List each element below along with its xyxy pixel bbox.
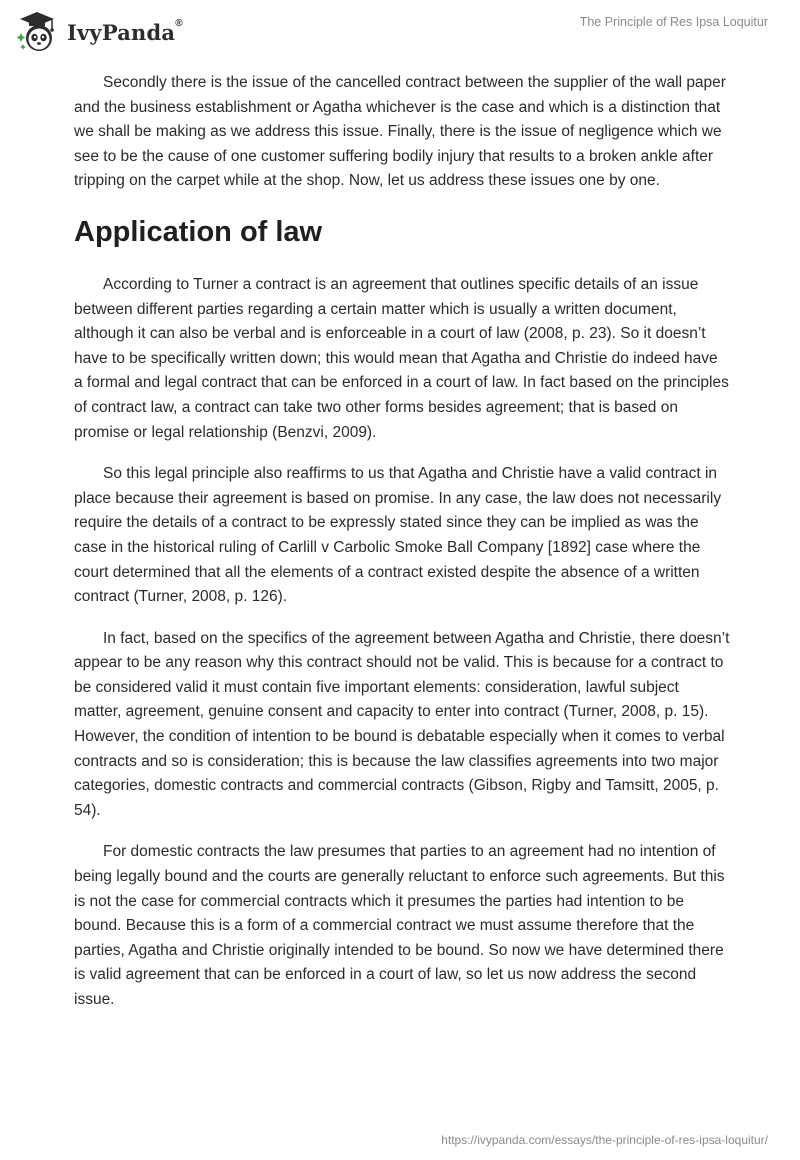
paragraph: In fact, based on the specifics of the agreement between Agatha and Christie, there doesn’t appear to be any reason why this contract should not be valid. This is because for a contract to be considered valid it must contain five important elements: consideration, lawful subject matter, agreement, genuine consent and capacity to enter into contract (Turner, 2008, p. 15). However, the condition of intention to be bound is debatable especially when it comes to verbal contracts and so is consideration; this is because the law classifies agreements into two major categories, domestic contracts and commercial contracts (Gibson, Rigby and Tamsitt, 2005, p. 54). [74, 629, 730, 819]
page-header [0, 0, 800, 60]
source-url-link[interactable]: https://ivypanda.com/essays/the-principle-of-res-ipsa-loquitur/ [441, 1133, 768, 1147]
document-title: The Principle of Res Ipsa Loquitur [579, 15, 768, 29]
paragraph: For domestic contracts the law presumes that parties to an agreement had no intention of being legally bound and the courts are generally reluctant to enforce such agreements. But this is not the case for commercial contracts which it presumes the parties had intention to be bound. Because this is a form of a commercial contract we must assume therefore that the parties, Agatha and Christie originally intended to be bound. So now we have determined there is valid agreement that can be enforced in a court of law, so let us now address the second issue. [74, 843, 725, 1008]
section-heading: Application of law [74, 215, 323, 248]
paragraph: According to Turner a contract is an agreement that outlines specific details of an issue between different parties regarding a certain matter which is usually a written document, although it can also be verbal and is enforceable in a court of law (2008, p. 23). So it doesn’t have to be specifically written down; this would mean that Agatha and Christie do indeed have a formal and legal contract that can be enforced in a court of law. In fact based on the principles of contract law, a contract can take two other forms besides agreement; that is based on promise or legal relationship (Benzvi, 2009). [74, 275, 729, 441]
paragraph: So this legal principle also reaffirms to us that Agatha and Christie have a valid contract in place because their agreement is based on promise. In any case, the law does not necessarily require the details of a contract to be expressly stated since they can be implied as was the case in the historical ruling of Carlill v Carbolic Smoke Ball Company [1892] case where the court determined that all the elements of a contract existed despite the absence of a written contract (Turner, 2008, p. 126). [74, 465, 722, 606]
panda-logo-icon [14, 9, 60, 55]
paragraph: Secondly there is the issue of the cancelled contract between the supplier of the wall paper and the business establishment or Agatha whichever is the case and which is a distinction that we shall be making as we address this issue. Finally, there is the issue of negligence which we see to be the cause of one customer suffering bodily injury that results to a broken ankle after tripping on the carpet while at the shop. Now, let us address these issues one by one. [74, 74, 726, 190]
brand-name: IvyPanda® [67, 17, 183, 45]
essay-content [74, 71, 730, 1030]
brand-logo[interactable] [14, 9, 183, 55]
